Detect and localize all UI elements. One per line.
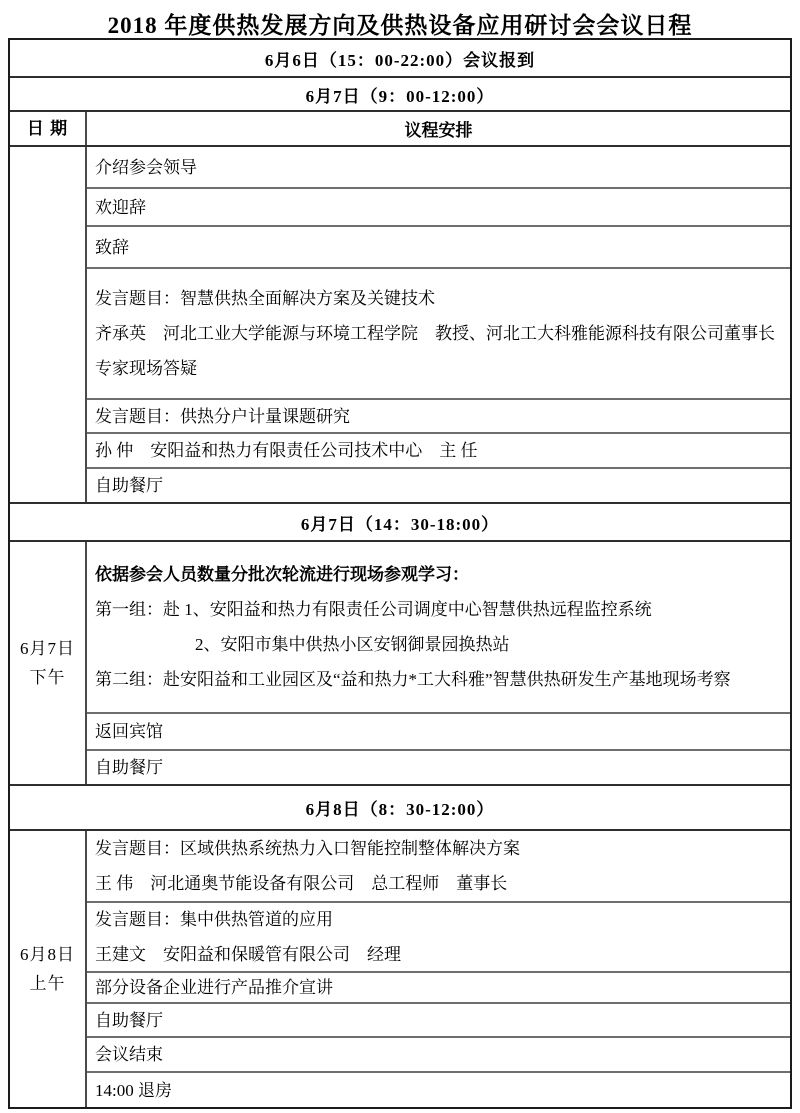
speech-topic: 发言题目：区域供热系统热力入口智能控制整体解决方案	[95, 839, 520, 858]
agenda-text: 返回宾馆	[95, 722, 163, 741]
date-column-header: 日 期	[10, 112, 87, 145]
session1-date-cell	[10, 147, 87, 502]
agenda-row-speech	[87, 267, 790, 398]
agenda-row	[87, 467, 790, 502]
agenda-row	[87, 225, 790, 267]
session3-header-text: 6月8日（8：30-12:00）	[305, 800, 495, 819]
registration-row	[10, 40, 790, 76]
agenda-row	[87, 1002, 790, 1036]
agenda-row-speech	[87, 398, 790, 432]
session2-header-row	[10, 502, 790, 540]
session1-block	[10, 145, 790, 502]
session1-header-row	[10, 76, 790, 110]
session2-date-cell	[10, 542, 87, 784]
visit-group2: 第二组：赴安阳益和工业园区及“益和热力*工大科雅”智慧供热研发生产基地现场考察	[95, 670, 731, 689]
date-text: 6月7日	[20, 639, 75, 658]
speaker-info: 齐承英 河北工业大学能源与环境工程学院 教授、河北工大科雅能源科技有限公司董事长	[95, 324, 775, 343]
qa-text: 专家现场答疑	[95, 359, 197, 378]
session2-header-text: 6月7日（14：30-18:00）	[300, 514, 500, 534]
session3-rows	[87, 831, 790, 1107]
agenda-row	[87, 971, 790, 1002]
agenda-text: 自助餐厅	[95, 1010, 163, 1030]
period-text: 下午	[29, 668, 66, 687]
agenda-row	[87, 712, 790, 749]
session1-header-text: 6月7日（9：00-12:00）	[305, 86, 495, 106]
date-text: 6月8日	[20, 945, 75, 964]
session1-rows	[87, 147, 790, 502]
page-title: 2018 年度供热发展方向及供热设备应用研讨会会议日程	[107, 13, 693, 38]
agenda-row	[87, 1036, 790, 1071]
agenda-row	[87, 147, 790, 187]
agenda-text: 欢迎辞	[95, 197, 146, 217]
schedule-table	[8, 38, 792, 1109]
session3-block	[10, 829, 790, 1107]
agenda-text: 致辞	[95, 237, 129, 257]
speaker-info: 王 伟 河北通奥节能设备有限公司 总工程师 董事长	[95, 874, 508, 893]
agenda-row-speech	[87, 831, 790, 901]
agenda-column-header: 议程安排	[404, 121, 473, 140]
agenda-row	[87, 432, 790, 467]
agenda-row	[87, 749, 790, 784]
registration-text: 6月6日（15：00-22:00）会议报到	[264, 50, 536, 70]
agenda-row-speech	[87, 901, 790, 971]
speech-topic: 发言题目：集中供热管道的应用	[95, 910, 333, 929]
agenda-row-visit-plan	[87, 542, 790, 712]
agenda-row	[87, 1071, 790, 1107]
speech-topic: 发言题目：供热分户计量课题研究	[95, 406, 350, 426]
agenda-text: 自助餐厅	[95, 758, 163, 777]
visit-group1: 第一组：赴 1、安阳益和热力有限责任公司调度中心智慧供热远程监控系统	[95, 600, 652, 619]
visit-group1-stop2: 2、安阳市集中供热小区安钢御景园换热站	[195, 635, 510, 654]
speech-topic: 发言题目：智慧供热全面解决方案及关键技术	[95, 289, 435, 308]
agenda-text: 14:00 退房	[95, 1080, 172, 1100]
session3-date-cell	[10, 831, 87, 1107]
speaker-info: 王建文 安阳益和保暖管有限公司 经理	[95, 945, 401, 964]
agenda-text: 自助餐厅	[95, 476, 163, 495]
speaker-info: 孙 仲 安阳益和热力有限责任公司技术中心 主 任	[95, 441, 478, 460]
visit-intro: 依据参会人员数量分批次轮流进行现场参观学习：	[95, 565, 469, 584]
period-text: 上午	[29, 974, 66, 993]
column-header-row	[10, 110, 790, 145]
session2-rows	[87, 542, 790, 784]
session2-block	[10, 540, 790, 784]
agenda-row	[87, 187, 790, 225]
agenda-text: 部分设备企业进行产品推介宣讲	[95, 978, 333, 997]
agenda-text: 介绍参会领导	[95, 157, 197, 177]
session3-header-row	[10, 784, 790, 829]
agenda-text: 会议结束	[95, 1045, 163, 1064]
